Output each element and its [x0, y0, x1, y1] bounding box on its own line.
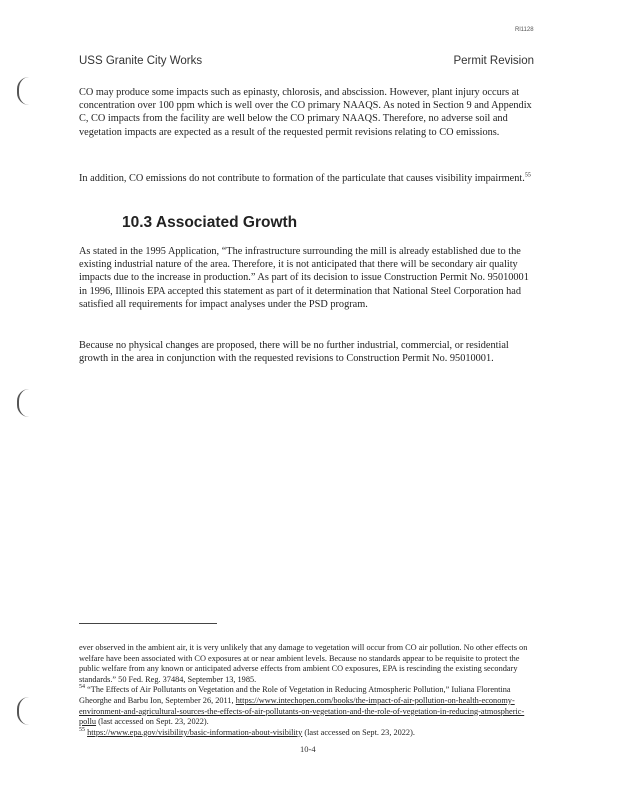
header-company: USS Granite City Works	[79, 55, 203, 67]
page-number: 10-4	[300, 744, 316, 754]
binder-hole-mark	[17, 389, 29, 417]
footnote-54: $^{54}$ “The Effects of Air Pollutants on Vegetation and the Role of Vegetation in Reducing Atmospheric Pollution,” Iuliana Florentina Gheorghe and Barbu Ion, September 26, 2011, https://www.intechopen.com/books/the-impact-of-air-pollution-on-health-economy-environment-and-agricultural-sources-the-effects-of-air-pollutants-on-vegetation-and-the-role-of-vegetation-in-reducing-atmospheric-pollu (last accessed on Sept. 23, 2022).	[79, 684, 525, 727]
paragraph-co-visibility: In addition, CO emissions do not contribute to formation of the particulate that causes visibility impairment.$^{55}$	[79, 172, 531, 184]
paragraph-no-growth: Because no physical changes are proposed, there will be no further industrial, commercial, or residential growth in the area in conjunction with the requested revisions to Construction Permit No. 95010001.	[79, 340, 509, 365]
paragraph-application-statement: As stated in the 1995 Application, “The infrastructure surrounding the mill is already established due to the existing industrial nature of the area. Therefore, it is not anticipated that there will be secondary air quality impacts due to the increase in production.” As part of its decision to issue Construction Permit No. 95010001 in 1996, Illinois EPA accepted this statement as part of it determination that National Steel Corporation had satisfied all requirements for impact analyses under the PSD program.	[79, 246, 529, 310]
header-document-title: Permit Revision	[453, 55, 534, 67]
footnote-55: $^{55}$ https://www.epa.gov/visibility/basic-information-about-visibility (last accessed on Sept. 23, 2022).	[79, 726, 415, 737]
footnote-54-link[interactable]: https://www.intechopen.com/books/the-impact-of-air-pollution-on-health-economy-environment-and-agricultural-sources-the-effects-of-air-pollutants-on-vegetation-and-the-role-of-vegetation-in-reducing-atmospheric-pollu	[79, 695, 525, 727]
footnote-continued: ever observed in the ambient air, it is very unlikely that any damage to vegetation will occur from CO air pollution. No other effects on welfare have been associated with CO exposures at or near ambient levels. Because no standards appear to be requisite to protect the public welfare from any known or anticipated adverse effects from ambient CO exposures, EPA is rescinding the existing secondary standards.” 50 Fed. Reg. 37484, September 13, 1985.	[79, 643, 528, 684]
page-header	[79, 55, 534, 67]
section-heading: 10.3 Associated Growth	[122, 214, 298, 231]
footnote-separator	[79, 623, 217, 624]
binder-hole-mark	[17, 697, 29, 725]
footnotes	[79, 643, 534, 738]
binder-hole-mark	[17, 77, 29, 105]
paragraph-co-vegetation: CO may produce some impacts such as epinasty, chlorosis, and abscission. However, plant injury occurs at concentration over 100 ppm which is well over the CO primary NAAQS. As noted in Section 9 and Appendix C, CO impacts from the facility are well below the CO primary NAAQS. Therefore, no adverse soil and vegetation impacts are expected as a result of the requested permit revisions relating to CO emissions.	[79, 87, 532, 138]
document-stamp: Rl1128	[515, 27, 534, 33]
footnote-ref: 55	[524, 172, 531, 179]
footnote-55-link[interactable]: https://www.epa.gov/visibility/basic-information-about-visibility	[87, 727, 303, 737]
